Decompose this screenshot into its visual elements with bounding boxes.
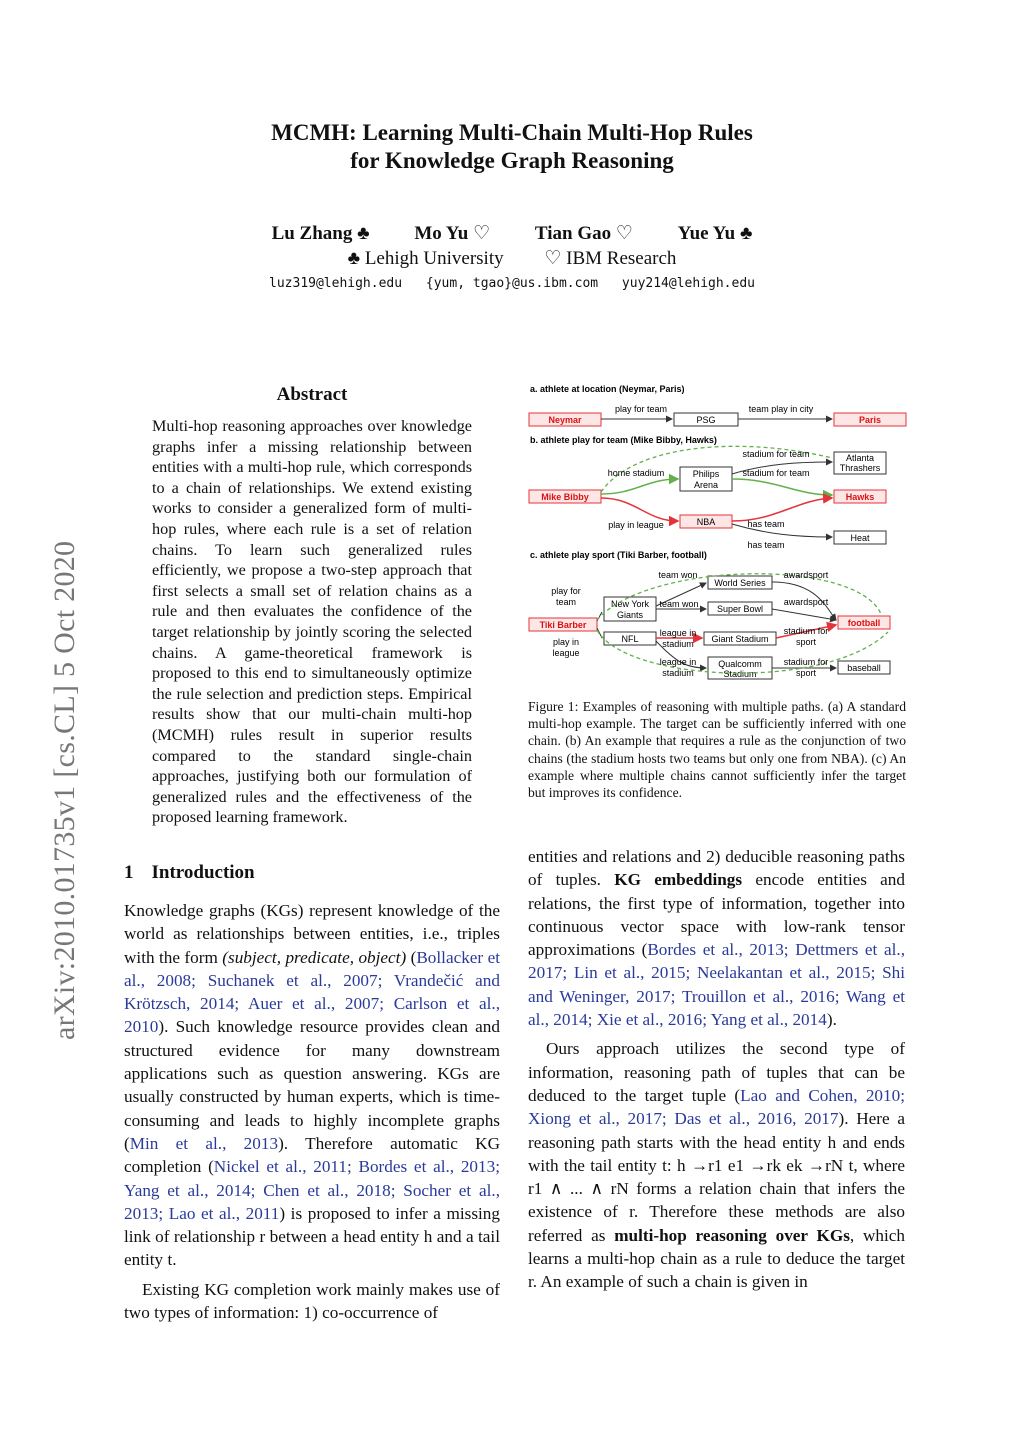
paper-title-line2: for Knowledge Graph Reasoning [350,148,674,173]
intro-paragraph-3: entities and relations and 2) deducible reasoning paths of tuples. KG embeddings encode entities and relations, the first type of information, together into continuous vector space with low-rank tensor approximations (Bordes et al., 2013; Dettmers et al., 2017; Lin et al., 2015; Neelakantan et al., 2015; Shi and Weninger, 2017; Trouillon et al., 2016; Wang et al., 2014; Xie et al., 2016; Yang et al., 2014). [528,847,905,1030]
node-label: NFL [621,634,639,644]
edge-label: team won [659,599,699,609]
node-label: New York [610,599,650,609]
section-number: 1 [124,862,134,883]
right-column [528,845,905,1294]
edge-label: league in [659,628,697,638]
node-label: Arena [693,480,719,490]
edge-b1 [601,479,678,494]
edge-label: team won [658,570,698,580]
edge-label: stadium [662,639,694,649]
panel-b-title: b. athlete play for team (Mike Bibby, Hawks) [530,435,717,445]
edge-label: play for [551,586,581,596]
author-name: Yue Yu ♣ [677,223,753,244]
node-label: NBA [696,517,716,527]
email: luz319@lehigh.edu [269,276,403,291]
edge-b3 [732,479,832,495]
edge-label: play for team [614,404,668,414]
edge-label: awardsport [783,570,829,580]
node-paris-label: Paris [858,415,882,425]
edge-label: has team [747,540,785,550]
edge-b2 [601,498,678,521]
node-label: Hawks [845,492,875,502]
edge-label: league [552,648,580,658]
intro-paragraph-1: Knowledge graphs (KGs) represent knowledge of the world as relationships between entities, i.e., triples with the form (subject, predicate, object) (Bollacker et al., 2008; Suchanek et al., 2007; Vrandečić and Krötzsch, 2014; Auer et al., 2007; Carlson et al., 2010). Such knowledge resource provides clean and structured evidence for many downstream applications such as question answering. KGs are usually constructed by human experts, which is time-consuming and leads to highly incomplete graphs (Min et al., 2013). Therefore automatic KG completion (Nickel et al., 2011; Bordes et al., 2013; Yang et al., 2014; Chen et al., 2018; Socher et al., 2013; Lao et al., 2011) is proposed to infer a missing link of relationship r between a head entity h and a tail entity t. [124,901,500,1270]
edge-label: stadium for team [742,468,810,478]
edge-label: home stadium [607,468,665,478]
affiliation: ♡ IBM Research [544,248,677,269]
node-label: Atlanta [845,453,875,463]
section-heading [124,862,255,884]
edge-label: stadium for team [742,449,810,459]
author-list [0,222,1024,245]
email: {yum, tgao}@us.ibm.com [425,276,599,291]
edge-label: play in league [608,520,664,530]
node-label: baseball [847,663,881,673]
edge-label: stadium [662,668,694,678]
affiliation-list [0,247,1024,270]
node-neymar-label: Neymar [548,415,582,425]
abstract-heading: Abstract [276,384,348,405]
section-title: Introduction [151,862,255,883]
figure-1-caption: Figure 1: Examples of reasoning with multiple paths. (a) A standard multi-hop example. The target can be sufficiently inferred with one chain. (b) An example that requires a rule as the conjunction of two chains (the stadium hosts two teams but only one from NBA). (c) An example where multiple chains cannot sufficiently infer the target but improves its confidence. [528,699,906,801]
edge-label: stadium for [783,626,829,636]
edge-label: team play in city [748,404,814,414]
node-label: Thrashers [839,463,881,473]
intro-paragraph-2: Existing KG completion work mainly makes use of two types of information: 1) co-occurrence of [124,1279,500,1323]
left-column [124,899,500,1324]
author-name: Tian Gao ♡ [534,223,633,244]
node-label: Tiki Barber [539,620,587,630]
node-label: Giant Stadium [711,634,769,644]
citation-link[interactable]: Bordes et al., 2013; Dettmers et al., 2017; Lin et al., 2015; Neelakantan et al., 2015; Shi and Weninger, 2017; Trouillon et al., 2016; Wang et al., 2014; Xie et al., 2016; Yang et al., 2014 [528,940,905,1030]
node-label: Qualcomm [718,659,762,669]
author-name: Lu Zhang ♣ [271,223,370,244]
paper-title-line1: MCMH: Learning Multi-Chain Multi-Hop Rules [271,120,753,145]
author-name: Mo Yu ♡ [414,223,491,244]
node-label: Giants [616,610,644,620]
citation-link[interactable]: Bollacker et al., 2008; Suchanek et al., 2007; Vrandečić and Krötzsch, 2014; Auer et al., 2007; Carlson et al., 2010 [124,947,500,1037]
node-mike-bibby-label: Mike Bibby [541,492,589,502]
edge-label: sport [795,668,817,678]
edge-label: sport [795,637,817,647]
panel-a-title: a. athlete at location (Neymar, Paris) [530,384,685,394]
node-label: Super Bowl [716,604,764,614]
node-label: Philips [692,469,720,479]
node-label: Stadium [723,669,757,679]
email-list [0,276,1024,291]
panel-c-title: c. athlete play sport (Tiki Barber, football) [530,550,707,560]
node-psg-label: PSG [696,415,716,425]
citation-link[interactable]: Min et al., 2013 [129,1133,279,1153]
citation-link[interactable]: Lao and Cohen, 2010; Xiong et al., 2017; Das et al., 2016, 2017 [528,1085,905,1129]
affiliation: ♣ Lehigh University [347,248,504,269]
edge-label: league in [659,657,697,667]
node-label: football [847,618,881,628]
edge-label: has team [747,519,785,529]
edge-label: stadium for [783,657,829,667]
edge-label: team [555,597,577,607]
edge-label: awardsport [783,597,829,607]
edge-b4 [732,498,832,521]
intro-paragraph-4: Ours approach utilizes the second type of information, reasoning path of tuples that can be deduced to the target tuple (Lao and Cohen, 2010; Xiong et al., 2017; Das et al., 2016, 2017). Here a reasoning path starts with the head entity h and ends with the tail entity t: h →r1 e1 →rk ek →rN t, where r1 ∧ ... ∧ rN forms a relation chain that infers the existence of r. Therefore these methods are also referred as multi-hop reasoning over KGs, which learns a multi-hop chain as a rule to deduce the target r. An example of such a chain is given in [528,1039,905,1292]
abstract-text: Multi-hop reasoning approaches over knowledge graphs infer a missing relationship between entities with a multi-hop rule, which corresponds to a chain of relationships. We extend existing works to consider a generalized form of multi-hop rules, where each rule is a set of relation chains. To learn such generalized rules efficiently, we propose a two-step approach that first selects a small set of relation chains as a rule and then evaluates the confidence of the target relationship by jointly scoring the selected chains. A game-theoretical framework is proposed to this end to simultaneously optimize the rule selection and prediction steps. Empirical results show that our multi-chain multi-hop (MCMH) rules result in superior results compared to the standard single-chain approaches, justifying both our formulation of generalized rules and the effectiveness of the proposed learning framework. [152,417,472,827]
node-label: World Series [714,578,766,588]
edge-label: play in [552,637,580,647]
email: yuy214@lehigh.edu [621,276,755,291]
edge-c8 [772,609,836,620]
arxiv-stamp: arXiv:2010.01735v1 [cs.CL] 5 Oct 2020 [48,540,81,1040]
citation-link[interactable]: Nickel et al., 2011; Bordes et al., 2013; Yang et al., 2014; Chen et al., 2018; Socher et al., 2013; Lao et al., 2011 [124,1157,500,1223]
figure-1-diagram [526,382,910,684]
node-label: Heat [850,533,870,543]
